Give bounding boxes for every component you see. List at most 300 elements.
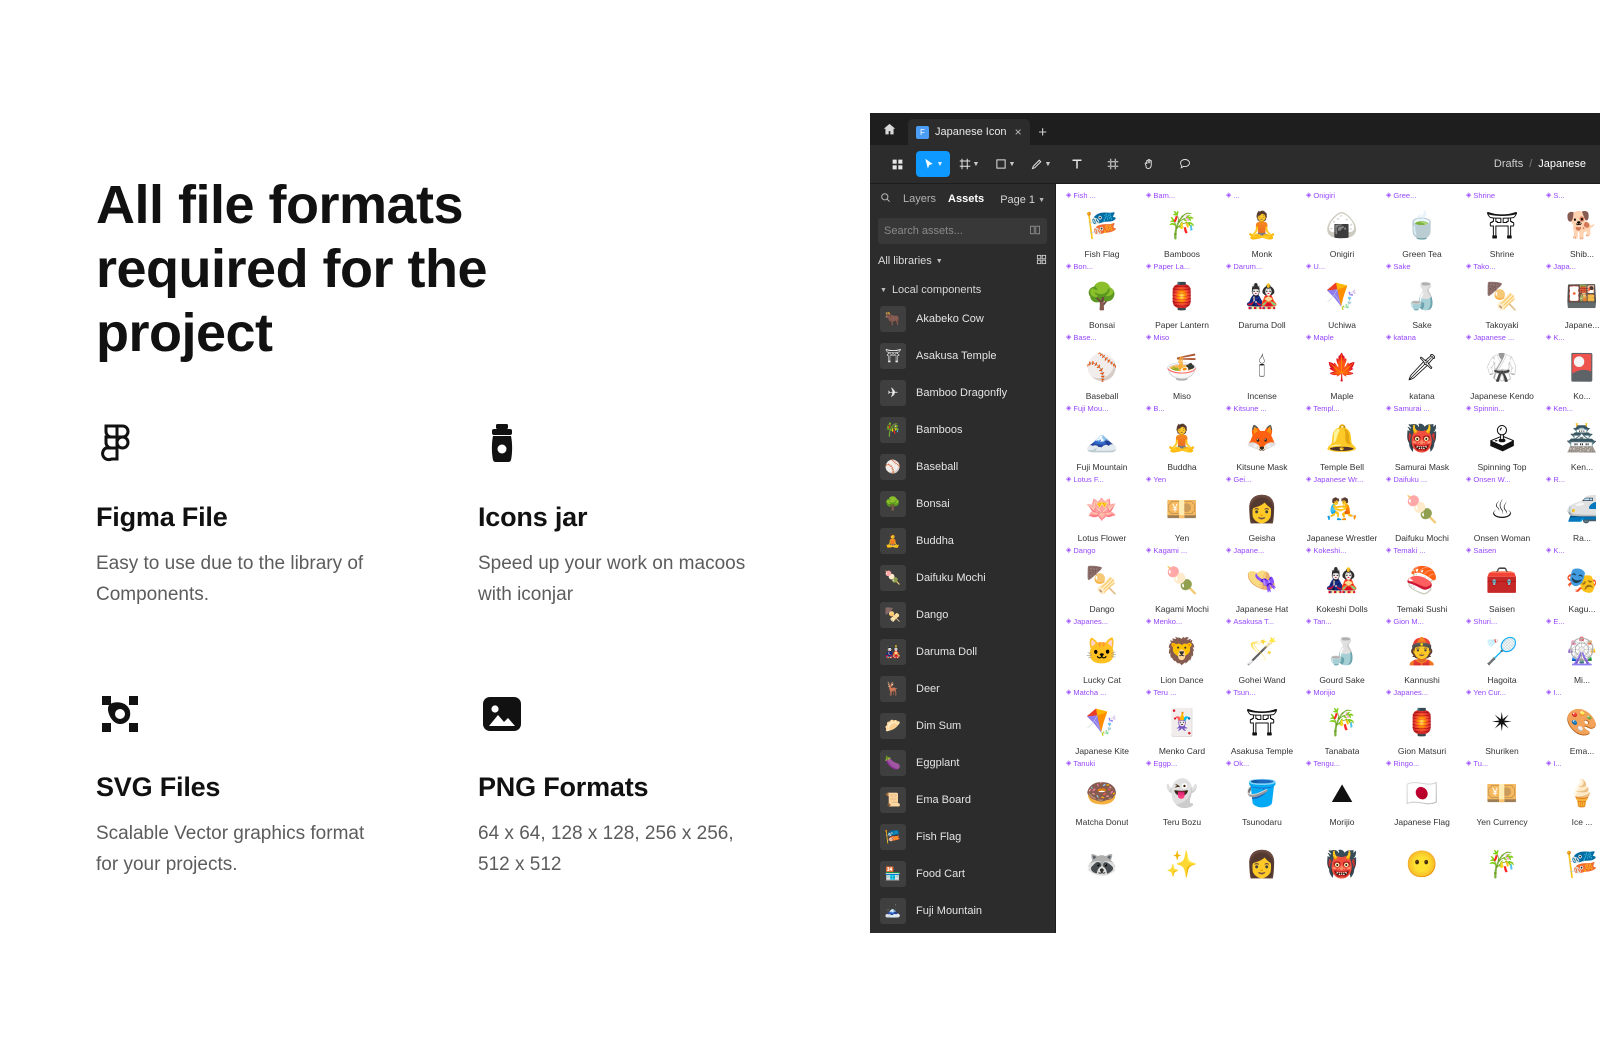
component-label: Daifuku Mochi (916, 571, 986, 584)
new-tab-button[interactable]: + (1038, 123, 1047, 141)
component-badge-label: Onsen W... (1473, 475, 1511, 484)
component-thumbnail-icon: 🎋 (880, 417, 906, 443)
component-badge (1222, 190, 1240, 201)
component-badge-label: Gree... (1393, 191, 1417, 200)
component-badge-label: Morijio (1313, 688, 1336, 697)
component-badge (1462, 829, 1466, 840)
browser-tab-bar (870, 113, 1600, 145)
list-item[interactable] (870, 374, 1055, 411)
component-diamond-icon: ◈ (1146, 760, 1152, 767)
local-components-label: Local components (891, 284, 982, 296)
hand-tool[interactable] (1132, 151, 1166, 177)
component-badge (1222, 758, 1249, 769)
canvas-icon-cell[interactable] (1222, 687, 1302, 758)
component-badge-label: Darum... (1233, 262, 1263, 271)
icon-caption: Lion Dance (1160, 675, 1204, 685)
canvas-icon-cell[interactable] (1542, 758, 1600, 829)
component-thumbnail-icon: 🦌 (880, 676, 906, 702)
component-diamond-icon: ◈ (1226, 405, 1232, 412)
component-badge-label: Tu... (1473, 759, 1489, 768)
icon-artwork: 🃏 (1165, 707, 1199, 737)
canvas-icon-cell[interactable] (1222, 403, 1302, 474)
component-label: Eggplant (916, 756, 960, 769)
icon-artwork: 🎋 (1485, 849, 1519, 879)
icon-artwork: 👩 (1245, 494, 1279, 524)
icon-caption: Japanese Wrestler (1306, 533, 1378, 543)
assets-panel (870, 184, 1056, 933)
icon-caption: Shib... (1569, 249, 1595, 259)
icon-artwork: 🎋 (1165, 210, 1199, 240)
icon-artwork: 🍁 (1325, 352, 1359, 382)
component-badge-label: Eggp... (1153, 759, 1178, 768)
list-item[interactable] (870, 670, 1055, 707)
canvas-icon-cell[interactable] (1222, 545, 1302, 616)
component-badge (1062, 261, 1093, 272)
component-badge (1462, 758, 1488, 769)
component-diamond-icon: ◈ (1306, 405, 1312, 412)
canvas-icon-cell[interactable] (1062, 545, 1142, 616)
canvas-icon-cell[interactable] (1542, 474, 1600, 545)
list-item[interactable] (870, 485, 1055, 522)
component-diamond-icon: ◈ (1386, 192, 1392, 199)
icon-artwork: 🦝 (1085, 849, 1119, 879)
canvas-icon-cell[interactable] (1222, 829, 1302, 900)
canvas-icon-cell[interactable] (1142, 758, 1222, 829)
canvas-icon-cell[interactable] (1382, 403, 1462, 474)
canvas-icon-cell[interactable] (1462, 190, 1542, 261)
libraries-selector[interactable] (878, 248, 1047, 274)
component-badge-label: Ringo... (1393, 759, 1420, 768)
icon-caption: Kagu... (1568, 604, 1596, 614)
component-badge (1222, 474, 1251, 485)
icon-artwork: 🍶 (1405, 281, 1439, 311)
close-icon[interactable]: × (1014, 125, 1022, 139)
list-item[interactable] (870, 892, 1055, 929)
component-badge-label: S... (1553, 191, 1565, 200)
canvas-icon-cell[interactable] (1382, 687, 1462, 758)
icon-caption: Japanese Kendo (1470, 391, 1534, 401)
icon-artwork: 🍣 (1405, 565, 1439, 595)
canvas-icon-cell[interactable] (1302, 474, 1382, 545)
icon-caption: Ra... (1573, 533, 1591, 543)
canvas-icon-cell[interactable] (1142, 829, 1222, 900)
tab-japanese-icon[interactable] (908, 119, 1030, 145)
canvas-icon-cell[interactable] (1542, 403, 1600, 474)
list-item[interactable] (870, 596, 1055, 633)
component-diamond-icon: ◈ (1226, 689, 1232, 696)
component-badge-label: Maple (1313, 333, 1334, 342)
comment-tool[interactable] (1168, 151, 1202, 177)
component-diamond-icon: ◈ (1226, 476, 1232, 483)
component-diamond-icon: ◈ (1306, 192, 1312, 199)
component-badge (1062, 758, 1095, 769)
canvas-icon-cell[interactable] (1462, 332, 1542, 403)
icon-artwork: ♨ (1490, 494, 1514, 524)
list-item[interactable] (870, 707, 1055, 744)
component-badge-label: Japanese ... (1473, 333, 1515, 342)
home-icon[interactable] (870, 113, 908, 145)
canvas-icon-cell[interactable] (1062, 829, 1142, 900)
canvas-icon-cell[interactable] (1302, 829, 1382, 900)
canvas-icon-cell[interactable] (1462, 261, 1542, 332)
canvas-icon-cell[interactable] (1382, 190, 1462, 261)
icon-grid (1056, 190, 1600, 900)
feature-description: 64 x 64, 128 x 128, 256 x 256, 512 x 512 (478, 823, 734, 875)
canvas-icon-cell[interactable] (1542, 332, 1600, 403)
component-diamond-icon: ◈ (1146, 618, 1152, 625)
icon-artwork: 🍵 (1405, 210, 1439, 240)
component-badge (1382, 261, 1411, 272)
list-item[interactable] (870, 855, 1055, 892)
chevron-down-icon: ▼ (935, 257, 943, 265)
component-label: Bamboos (916, 423, 963, 436)
component-diamond-icon: ◈ (1066, 547, 1072, 554)
icon-caption: Daruma Doll (1238, 320, 1286, 330)
canvas-icon-cell[interactable] (1462, 829, 1542, 900)
canvas-icon-cell[interactable] (1382, 332, 1462, 403)
canvas-icon-cell[interactable] (1382, 616, 1462, 687)
canvas-icon-cell[interactable] (1302, 261, 1382, 332)
icon-artwork: 🧘 (1165, 423, 1199, 453)
component-badge-label: Tan... (1313, 617, 1332, 626)
canvas-icon-cell[interactable] (1542, 190, 1600, 261)
canvas-icon-cell[interactable] (1542, 261, 1600, 332)
canvas-icon-cell[interactable] (1222, 616, 1302, 687)
component-badge-label: Kagami ... (1153, 546, 1188, 555)
canvas-icon-cell[interactable] (1142, 261, 1222, 332)
component-badge (1302, 758, 1340, 769)
component-thumbnail-icon: ✈ (880, 380, 906, 406)
canvas-icon-cell[interactable] (1062, 474, 1142, 545)
canvas-icon-cell[interactable] (1542, 616, 1600, 687)
tab-assets[interactable]: Assets (948, 193, 985, 205)
canvas-icon-cell[interactable] (1142, 687, 1222, 758)
component-diamond-icon: ◈ (1386, 405, 1392, 412)
list-item[interactable] (870, 781, 1055, 818)
canvas-icon-cell[interactable] (1062, 758, 1142, 829)
canvas-icon-cell[interactable] (1462, 616, 1542, 687)
component-diamond-icon: ◈ (1466, 476, 1472, 483)
canvas-icon-cell[interactable] (1142, 545, 1222, 616)
breadcrumb (1494, 158, 1590, 170)
canvas-icon-cell[interactable] (1062, 261, 1142, 332)
local-components-header[interactable] (870, 280, 1055, 300)
icon-artwork: ⚾ (1085, 352, 1119, 382)
component-badge (1062, 545, 1096, 556)
component-badge (1542, 829, 1546, 840)
feature-title: SVG Files (96, 772, 221, 802)
canvas-icon-cell[interactable] (1142, 332, 1222, 403)
icon-artwork: 🎏 (1565, 849, 1599, 879)
component-badge (1222, 687, 1255, 698)
breadcrumb-file[interactable]: Japanese (1538, 158, 1586, 170)
canvas-icon-cell[interactable] (1062, 403, 1142, 474)
list-item[interactable] (870, 448, 1055, 485)
icon-artwork: 🧰 (1485, 565, 1519, 595)
icon-artwork: 🪣 (1245, 778, 1279, 808)
component-badge (1542, 474, 1565, 485)
component-badge (1462, 474, 1511, 485)
component-badge (1222, 616, 1274, 627)
component-badge (1222, 545, 1264, 556)
list-item[interactable] (870, 559, 1055, 596)
canvas-icon-cell[interactable] (1062, 332, 1142, 403)
canvas-icon-cell[interactable] (1382, 758, 1462, 829)
canvas-icon-cell[interactable] (1222, 261, 1302, 332)
component-badge-label: Dango (1073, 546, 1096, 555)
component-diamond-icon: ◈ (1386, 760, 1392, 767)
icon-caption: Ice ... (1571, 817, 1593, 827)
component-diamond-icon: ◈ (1306, 547, 1312, 554)
component-thumbnail-icon: 🥟 (880, 713, 906, 739)
page-selector[interactable] (1000, 194, 1045, 206)
canvas-icon-cell[interactable] (1542, 829, 1600, 900)
component-list[interactable] (870, 300, 1055, 933)
component-badge (1142, 190, 1175, 201)
search-assets-field[interactable] (878, 218, 1047, 244)
component-thumbnail-icon: 🏪 (880, 861, 906, 887)
canvas-icon-cell[interactable] (1462, 474, 1542, 545)
component-diamond-icon: ◈ (1226, 547, 1232, 554)
component-badge-label: Samurai ... (1393, 404, 1430, 413)
frame-tool[interactable] (952, 151, 986, 177)
icon-caption: Shrine (1489, 249, 1515, 259)
icon-caption: Onigiri (1329, 249, 1355, 259)
list-item[interactable] (870, 337, 1055, 374)
icon-artwork: 🍜 (1165, 352, 1199, 382)
component-diamond-icon: ◈ (1306, 263, 1312, 270)
component-badge (1062, 687, 1106, 698)
component-badge-label: ... (1233, 191, 1240, 200)
component-badge (1302, 545, 1346, 556)
component-diamond-icon: ◈ (1306, 618, 1312, 625)
canvas-icon-cell[interactable] (1542, 545, 1600, 616)
list-item[interactable] (870, 633, 1055, 670)
canvas-icon-cell[interactable] (1382, 545, 1462, 616)
canvas-icon-cell[interactable] (1302, 332, 1382, 403)
icon-caption: Bonsai (1089, 320, 1115, 330)
list-item[interactable] (870, 522, 1055, 559)
component-badge (1382, 829, 1386, 840)
icon-caption: Shuriken (1485, 746, 1519, 756)
component-diamond-icon: ◈ (1466, 547, 1472, 554)
component-diamond-icon: ◈ (1386, 263, 1392, 270)
icon-caption: Japanese Hat (1235, 604, 1289, 614)
component-badge-label: I... (1553, 688, 1562, 697)
icon-caption: Buddha (1167, 462, 1197, 472)
icon-caption: Hagoita (1487, 675, 1517, 685)
icon-caption: Incense (1247, 391, 1277, 401)
icon-caption: Matcha Donut (1075, 817, 1129, 827)
component-badge-label: Paper La... (1153, 262, 1191, 271)
component-badge-label: Gion M... (1393, 617, 1424, 626)
tab-layers[interactable]: Layers (903, 193, 937, 205)
icon-caption: Ken... (1570, 462, 1594, 472)
icon-artwork: 💴 (1485, 778, 1519, 808)
canvas-icon-cell[interactable] (1462, 758, 1542, 829)
list-item[interactable] (870, 411, 1055, 448)
icon-artwork: 🎏 (1085, 210, 1119, 240)
breadcrumb-separator: / (1529, 158, 1533, 170)
canvas-icon-cell[interactable] (1302, 616, 1382, 687)
icon-caption: Yen (1174, 533, 1190, 543)
component-label: Baseball (916, 460, 959, 473)
figma-canvas[interactable] (1056, 184, 1600, 933)
component-badge (1382, 545, 1425, 556)
move-tool[interactable] (916, 151, 950, 177)
canvas-icon-cell[interactable] (1222, 190, 1302, 261)
canvas-icon-cell[interactable] (1142, 474, 1222, 545)
component-thumbnail-icon: 🎎 (880, 639, 906, 665)
feature-grid (96, 420, 796, 960)
canvas-icon-cell[interactable] (1302, 190, 1382, 261)
canvas-icon-cell[interactable] (1382, 261, 1462, 332)
icon-artwork: 👹 (1405, 423, 1439, 453)
canvas-icon-cell[interactable] (1302, 545, 1382, 616)
icon-caption: Paper Lantern (1155, 320, 1209, 330)
icon-caption: Fuji Mountain (1076, 462, 1128, 472)
component-badge-label: Yen (1153, 475, 1167, 484)
component-label: Daruma Doll (916, 645, 978, 658)
icon-artwork: 🏮 (1405, 707, 1439, 737)
icon-artwork: 🍶 (1325, 636, 1359, 666)
canvas-icon-cell[interactable] (1542, 687, 1600, 758)
figma-app-window (870, 113, 1600, 933)
figma-icon (96, 420, 144, 468)
list-item[interactable] (870, 744, 1055, 781)
canvas-icon-cell[interactable] (1302, 687, 1382, 758)
component-diamond-icon: ◈ (1546, 476, 1552, 483)
icon-artwork: 🐱 (1085, 636, 1119, 666)
canvas-icon-cell[interactable] (1062, 190, 1142, 261)
search-icon[interactable] (880, 192, 891, 208)
icon-caption: Japanese Kite (1075, 746, 1129, 756)
feature-description: Speed up your work on macoos with iconjar (478, 553, 746, 605)
icon-caption: Lucky Cat (1083, 675, 1121, 685)
component-badge-label: Tanuki (1073, 759, 1096, 768)
component-badge (1062, 829, 1066, 840)
canvas-icon-cell[interactable] (1062, 687, 1142, 758)
grid-view-icon[interactable] (1036, 254, 1047, 268)
component-badge (1462, 545, 1496, 556)
canvas-icon-cell[interactable] (1142, 403, 1222, 474)
component-badge-label: Templ... (1313, 404, 1340, 413)
component-diamond-icon: ◈ (1146, 476, 1152, 483)
component-label: Deer (916, 682, 940, 695)
icon-artwork: 🏯 (1565, 423, 1599, 453)
canvas-icon-cell[interactable] (1142, 190, 1222, 261)
component-diamond-icon: ◈ (1386, 547, 1392, 554)
component-badge-label: Saisen (1473, 546, 1497, 555)
component-badge (1062, 474, 1104, 485)
canvas-icon-cell[interactable] (1462, 687, 1542, 758)
component-badge (1382, 474, 1427, 485)
component-badge (1542, 545, 1565, 556)
icon-artwork: 👹 (1325, 849, 1359, 879)
figma-menu-icon[interactable] (880, 151, 914, 177)
component-diamond-icon: ◈ (1066, 760, 1072, 767)
shape-tool[interactable] (988, 151, 1022, 177)
component-badge (1302, 474, 1363, 485)
components-tool[interactable] (1096, 151, 1130, 177)
component-diamond-icon: ◈ (1546, 334, 1552, 341)
component-label: Fuji Mountain (916, 904, 983, 917)
book-icon[interactable] (1029, 224, 1041, 239)
canvas-icon-cell[interactable] (1462, 545, 1542, 616)
component-badge-label: Ok... (1233, 759, 1250, 768)
component-badge (1462, 190, 1495, 201)
component-badge (1062, 403, 1108, 414)
component-diamond-icon: ◈ (1466, 192, 1472, 199)
icon-caption: Kagami Mochi (1155, 604, 1209, 614)
component-badge-label: R... (1553, 475, 1566, 484)
feature-title: Icons jar (478, 502, 588, 532)
icon-artwork: 👲 (1405, 636, 1439, 666)
icon-caption: Gion Matsuri (1397, 746, 1447, 756)
pen-tool[interactable] (1024, 151, 1058, 177)
icon-caption: Maple (1330, 391, 1354, 401)
component-diamond-icon: ◈ (1466, 405, 1472, 412)
page-selector-label: Page 1 (1000, 194, 1036, 206)
icon-caption: Takoyaki (1485, 320, 1519, 330)
icon-caption: Menko Card (1158, 746, 1206, 756)
canvas-icon-cell[interactable] (1142, 616, 1222, 687)
chevron-down-icon: ▼ (936, 160, 944, 168)
canvas-icon-cell[interactable] (1462, 403, 1542, 474)
component-thumbnail-icon: 🐂 (880, 306, 906, 332)
icon-caption: Saisen (1489, 604, 1515, 614)
component-badge (1542, 261, 1576, 272)
list-item[interactable] (870, 818, 1055, 855)
canvas-icon-cell[interactable] (1062, 616, 1142, 687)
canvas-icon-cell[interactable] (1382, 474, 1462, 545)
component-badge-label: Daifuku ... (1393, 475, 1428, 484)
icon-caption: Fish Flag (1084, 249, 1120, 259)
chevron-down-icon: ▼ (1008, 160, 1016, 168)
breadcrumb-project[interactable]: Drafts (1493, 158, 1524, 170)
icon-caption: Yen Currency (1476, 817, 1528, 827)
component-badge-label: Yen Cur... (1473, 688, 1507, 697)
feature-description: Scalable Vector graphics format for your projects. (96, 823, 365, 875)
component-diamond-icon: ◈ (1546, 405, 1552, 412)
icon-artwork: 🪁 (1325, 281, 1359, 311)
svg-vector-node-icon (96, 690, 144, 738)
canvas-icon-cell[interactable] (1302, 758, 1382, 829)
canvas-icon-cell[interactable] (1222, 474, 1302, 545)
canvas-icon-cell[interactable] (1302, 403, 1382, 474)
component-label: Akabeko Cow (916, 312, 984, 325)
component-thumbnail-icon: 🍡 (880, 565, 906, 591)
chevron-down-icon: ▼ (1038, 196, 1045, 204)
icon-artwork: 🎎 (1245, 281, 1279, 311)
icon-artwork: 🐕 (1565, 210, 1599, 240)
list-item[interactable] (870, 300, 1055, 337)
component-badge-label: Tengu... (1313, 759, 1341, 768)
component-badge-label: Temaki ... (1393, 546, 1426, 555)
canvas-icon-cell[interactable] (1222, 758, 1302, 829)
canvas-icon-cell[interactable] (1382, 829, 1462, 900)
canvas-icon-cell[interactable] (1222, 332, 1302, 403)
icon-artwork: 🍩 (1085, 778, 1119, 808)
component-label: Buddha (916, 534, 954, 547)
text-tool[interactable] (1060, 151, 1094, 177)
component-diamond-icon: ◈ (1146, 263, 1152, 270)
component-badge (1062, 190, 1096, 201)
component-badge (1542, 403, 1573, 414)
component-diamond-icon: ◈ (1466, 263, 1472, 270)
icon-caption: Teru Bozu (1162, 817, 1202, 827)
component-badge-label: Lotus F... (1073, 475, 1104, 484)
